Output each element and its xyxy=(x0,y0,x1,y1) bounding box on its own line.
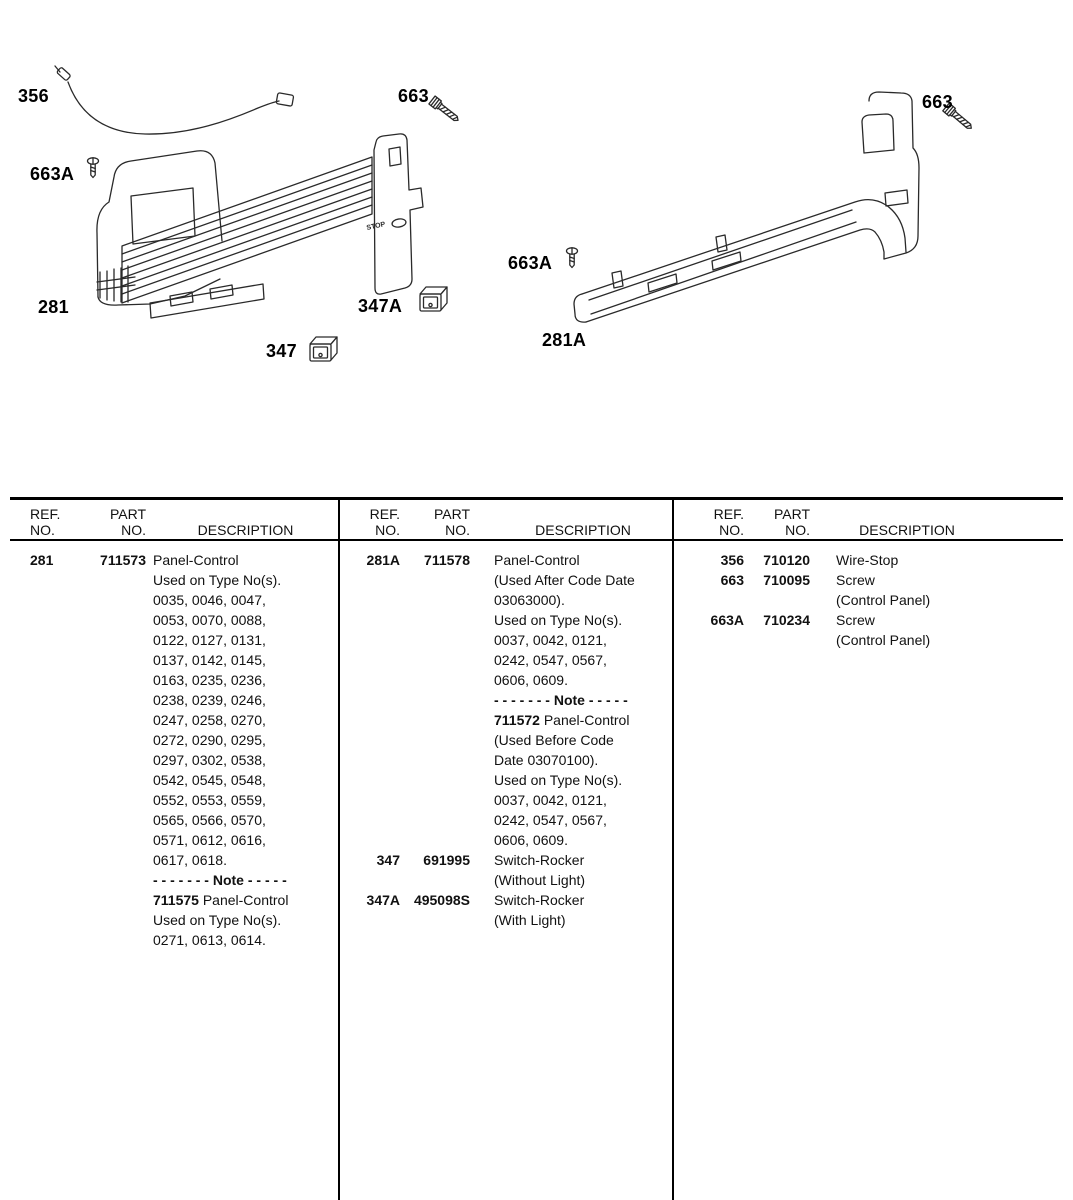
part-desc-row xyxy=(338,570,672,590)
part-desc-row xyxy=(0,710,338,730)
description: 0053, 0070, 0088, xyxy=(153,612,266,628)
part-desc-row xyxy=(0,890,338,910)
ref-no xyxy=(30,570,64,590)
description: Panel-Control xyxy=(494,552,580,568)
rocker-switch-icon xyxy=(420,287,447,311)
ref-no xyxy=(362,750,400,770)
description: Switch-Rocker xyxy=(494,852,585,868)
ref-no xyxy=(30,710,64,730)
exploded-diagram xyxy=(0,0,1073,480)
part-entry-row xyxy=(0,550,338,570)
header-part-no: PART NO. xyxy=(109,506,146,538)
part-desc-row xyxy=(0,790,338,810)
description: - - - - - - - Note - - - - - xyxy=(153,872,287,888)
part-no xyxy=(400,710,470,730)
description: 0552, 0553, 0559, xyxy=(153,792,266,808)
part-entry-row xyxy=(672,550,1073,570)
part-desc-row xyxy=(338,830,672,850)
part-desc-row xyxy=(0,590,338,610)
part-desc-row xyxy=(0,690,338,710)
parts-table-header xyxy=(338,505,672,538)
panel-control-drawing xyxy=(97,134,423,318)
ref-no xyxy=(30,850,64,870)
ref-no xyxy=(30,810,64,830)
ref-no: 347A xyxy=(366,892,400,908)
part-no xyxy=(64,810,146,830)
part-desc-row xyxy=(0,770,338,790)
screw-icon xyxy=(429,96,461,124)
screw-icon xyxy=(88,158,99,178)
description: 0238, 0239, 0246, xyxy=(153,692,266,708)
part-desc-row xyxy=(0,810,338,830)
ref-no: 281A xyxy=(366,552,400,568)
part-desc-row xyxy=(0,570,338,590)
ref-no xyxy=(362,630,400,650)
part-desc-row xyxy=(338,810,672,830)
part-no xyxy=(744,630,810,650)
part-no: 495098S xyxy=(413,892,470,908)
part-no xyxy=(400,810,470,830)
callout-663-right: 663 xyxy=(922,92,953,112)
wire-stop-drawing xyxy=(55,66,294,134)
ref-no xyxy=(30,750,64,770)
description: Used on Type No(s). xyxy=(494,772,623,788)
description: Used on Type No(s). xyxy=(153,572,282,588)
part-entry-row xyxy=(338,890,672,910)
part-no xyxy=(400,630,470,650)
callout-281a: 281A xyxy=(542,330,587,350)
ref-no xyxy=(30,610,64,630)
part-no xyxy=(64,770,146,790)
part-desc-row xyxy=(0,870,338,890)
parts-table xyxy=(0,497,1073,1200)
description: 0272, 0290, 0295, xyxy=(153,732,266,748)
part-no xyxy=(64,650,146,670)
part-no xyxy=(64,830,146,850)
part-no: 691995 xyxy=(423,852,470,868)
part-desc-row xyxy=(338,670,672,690)
ref-no xyxy=(362,770,400,790)
description: 0163, 0235, 0236, xyxy=(153,672,266,688)
part-desc-row xyxy=(338,910,672,930)
ref-no xyxy=(30,770,64,790)
description: 0037, 0042, 0121, xyxy=(494,792,607,808)
part-no: 710234 xyxy=(763,612,810,628)
callout-663-left: 663 xyxy=(398,86,429,106)
part-no xyxy=(400,790,470,810)
description: Screw xyxy=(836,612,875,628)
description: - - - - - - - Note - - - - - xyxy=(494,692,628,708)
part-desc-row xyxy=(0,930,338,950)
callout-347: 347 xyxy=(266,341,297,361)
ref-no xyxy=(362,870,400,890)
parts-table-column-3 xyxy=(672,497,1073,1200)
part-desc-row xyxy=(0,830,338,850)
part-desc-row xyxy=(338,750,672,770)
part-no xyxy=(400,730,470,750)
callout-347a: 347A xyxy=(358,296,403,316)
ref-no xyxy=(30,630,64,650)
part-no: 710120 xyxy=(763,552,810,568)
part-desc-row xyxy=(338,770,672,790)
part-no xyxy=(64,570,146,590)
part-no xyxy=(64,590,146,610)
ref-no xyxy=(362,830,400,850)
ref-no xyxy=(362,670,400,690)
ref-no xyxy=(362,810,400,830)
header-ref-no: REF. NO. xyxy=(30,506,61,538)
callout-356: 356 xyxy=(18,86,49,106)
ref-no xyxy=(702,630,744,650)
callout-281: 281 xyxy=(38,297,69,317)
description: Panel-Control xyxy=(153,552,239,568)
part-desc-row xyxy=(0,650,338,670)
description: 0606, 0609. xyxy=(494,832,568,848)
part-no xyxy=(64,790,146,810)
description: 0035, 0046, 0047, xyxy=(153,592,266,608)
description: 0571, 0612, 0616, xyxy=(153,832,266,848)
part-no: 711578 xyxy=(424,552,470,568)
part-no xyxy=(400,910,470,930)
part-no xyxy=(64,730,146,750)
description: 0617, 0618. xyxy=(153,852,227,868)
parts-table-column-2 xyxy=(338,497,672,1200)
part-desc-row xyxy=(672,630,1073,650)
description: 711572 Panel-Control xyxy=(494,712,630,728)
ref-no: 347 xyxy=(376,852,400,868)
part-no xyxy=(64,930,146,950)
header-part-no: PART NO. xyxy=(773,506,810,538)
description: 0242, 0547, 0567, xyxy=(494,812,607,828)
description: 0271, 0613, 0614. xyxy=(153,932,266,948)
header-description: DESCRIPTION xyxy=(859,522,955,538)
part-desc-row xyxy=(0,730,338,750)
panel-control-a-drawing xyxy=(574,92,919,322)
description: 0542, 0545, 0548, xyxy=(153,772,266,788)
header-ref-no: REF. NO. xyxy=(713,506,744,538)
ref-no xyxy=(362,610,400,630)
ref-no xyxy=(362,790,400,810)
part-no xyxy=(400,770,470,790)
description: Used on Type No(s). xyxy=(153,912,282,928)
part-no xyxy=(400,610,470,630)
part-no xyxy=(400,590,470,610)
description: (With Light) xyxy=(494,912,566,928)
ref-no: 663 xyxy=(720,572,744,588)
ref-no xyxy=(702,590,744,610)
description: 0247, 0258, 0270, xyxy=(153,712,266,728)
part-desc-row xyxy=(0,630,338,650)
part-desc-row xyxy=(338,610,672,630)
part-no xyxy=(400,650,470,670)
description: 711575 Panel-Control xyxy=(153,892,289,908)
part-desc-row xyxy=(338,650,672,670)
part-no xyxy=(64,850,146,870)
description: 0242, 0547, 0567, xyxy=(494,652,607,668)
description: Used on Type No(s). xyxy=(494,612,623,628)
ref-no xyxy=(30,690,64,710)
part-entry-row xyxy=(338,550,672,570)
ref-no xyxy=(362,650,400,670)
ref-no xyxy=(362,730,400,750)
ref-no xyxy=(362,590,400,610)
part-no xyxy=(400,870,470,890)
part-no: 710095 xyxy=(763,572,810,588)
part-desc-row xyxy=(0,670,338,690)
part-desc-row xyxy=(338,630,672,650)
ref-no xyxy=(362,570,400,590)
part-desc-row xyxy=(338,790,672,810)
part-entry-row xyxy=(672,610,1073,630)
callout-663a-left: 663A xyxy=(30,164,75,184)
part-no xyxy=(64,750,146,770)
part-desc-row xyxy=(672,590,1073,610)
description: Screw xyxy=(836,572,875,588)
part-desc-row xyxy=(338,590,672,610)
description: Wire-Stop xyxy=(836,552,899,568)
ref-no xyxy=(30,870,64,890)
ref-no: 663A xyxy=(710,612,744,628)
parts-table-column-1 xyxy=(0,497,338,1200)
part-desc-row xyxy=(338,730,672,750)
part-no xyxy=(400,750,470,770)
description: (Without Light) xyxy=(494,872,586,888)
description: Switch-Rocker xyxy=(494,892,585,908)
ref-no xyxy=(30,890,64,910)
part-no xyxy=(400,830,470,850)
parts-table-header xyxy=(672,505,1073,538)
description: 0606, 0609. xyxy=(494,672,568,688)
part-no xyxy=(64,690,146,710)
header-part-no: PART NO. xyxy=(433,506,470,538)
parts-table-header xyxy=(0,505,338,538)
description: (Used Before Code xyxy=(494,732,614,748)
description: Date 03070100). xyxy=(494,752,599,768)
description: 0297, 0302, 0538, xyxy=(153,752,266,768)
ref-no xyxy=(30,930,64,950)
ref-no: 356 xyxy=(720,552,744,568)
part-desc-row xyxy=(338,690,672,710)
ref-no xyxy=(30,830,64,850)
part-desc-row xyxy=(0,910,338,930)
ref-no xyxy=(362,710,400,730)
description: 03063000). xyxy=(494,592,565,608)
ref-no xyxy=(30,650,64,670)
part-no xyxy=(400,570,470,590)
description: 0565, 0566, 0570, xyxy=(153,812,266,828)
description: 0137, 0142, 0145, xyxy=(153,652,266,668)
rocker-switch-icon xyxy=(310,337,337,361)
part-no xyxy=(64,710,146,730)
part-no xyxy=(744,590,810,610)
part-no xyxy=(64,670,146,690)
part-no xyxy=(64,890,146,910)
screw-icon xyxy=(567,248,578,268)
part-no xyxy=(64,910,146,930)
part-no xyxy=(400,690,470,710)
ref-no xyxy=(30,910,64,930)
ref-no xyxy=(30,590,64,610)
part-desc-row xyxy=(338,870,672,890)
ref-no: 281 xyxy=(30,552,54,568)
header-description: DESCRIPTION xyxy=(535,522,631,538)
ref-no xyxy=(30,790,64,810)
part-no xyxy=(64,870,146,890)
stop-marking: STOP xyxy=(365,221,386,232)
part-desc-row xyxy=(0,750,338,770)
part-desc-row xyxy=(338,710,672,730)
ref-no xyxy=(362,910,400,930)
description: 0122, 0127, 0131, xyxy=(153,632,266,648)
description: 0037, 0042, 0121, xyxy=(494,632,607,648)
ref-no xyxy=(362,690,400,710)
description: (Control Panel) xyxy=(836,592,931,608)
part-desc-row xyxy=(0,610,338,630)
ref-no xyxy=(30,730,64,750)
ref-no xyxy=(30,670,64,690)
description: (Control Panel) xyxy=(836,632,931,648)
part-no xyxy=(64,630,146,650)
part-no xyxy=(400,670,470,690)
header-ref-no: REF. NO. xyxy=(369,506,400,538)
description: (Used After Code Date xyxy=(494,572,635,588)
part-entry-row xyxy=(672,570,1073,590)
part-no xyxy=(64,610,146,630)
part-entry-row xyxy=(338,850,672,870)
part-desc-row xyxy=(0,850,338,870)
callout-663a-right: 663A xyxy=(508,253,553,273)
part-no: 711573 xyxy=(100,552,146,568)
header-description: DESCRIPTION xyxy=(197,522,294,538)
